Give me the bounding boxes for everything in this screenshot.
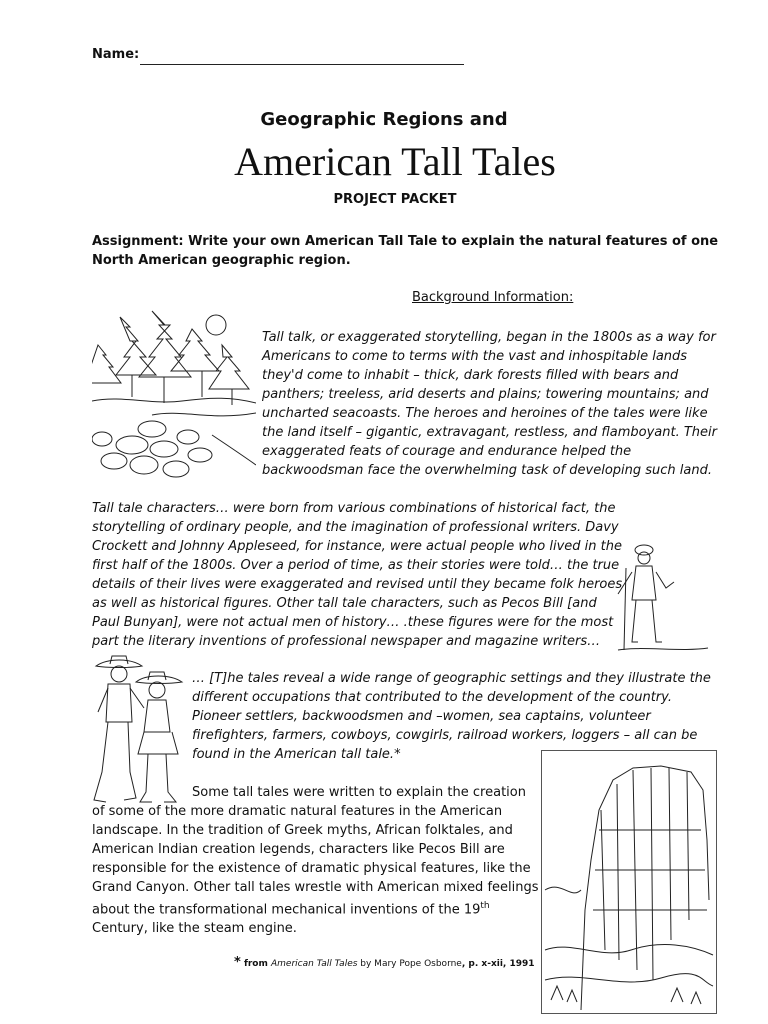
packet-label: PROJECT PACKET xyxy=(333,192,457,207)
footnote-pages: , p. x-xii, 1991 xyxy=(461,959,535,969)
footnote xyxy=(234,955,535,970)
superscript-th: th xyxy=(480,901,490,911)
assignment-text: Assignment: Write your own American Tall Tale to explain the natural features of one North American geographic region. xyxy=(92,234,719,268)
footnote-star: * xyxy=(234,955,241,970)
paragraph-4-body: Some tall tales were written to explain the creation of some of the more dramatic natural features in the American landscape. In the tradition of Greek myths, African folktales, and American Indian creation legends, characters like Pecos Bill are responsible for the existence of dramatic physical features, like the Grand Canyon. Other tall tales wrestle with American mixed feelings about the transformational mechanical inventions of the 19 xyxy=(92,785,539,918)
name-blank-line[interactable] xyxy=(140,64,464,65)
footnote-from: from xyxy=(240,959,271,969)
name-label: Name: xyxy=(92,47,140,62)
background-paragraph-1: Tall talk, or exaggerated storytelling, began in the 1800s as a way for Americans to come to terms with the vast and inhospitable lands they'd come to inhabit – thick, dark forests filled with bears and panthers; treeless, arid deserts and plains; towering mountains; and uncharted seacoasts. The heroes and heroines of the tales were like the land itself – gigantic, extravagant, restless, and flamboyant. Their exaggerated feats of courage and endurance helped the backwoodsman face the overwhelming task of developing such land. xyxy=(262,330,717,478)
background-paragraph-3: … [T]he tales reveal a wide range of geographic settings and they illustrate the different occupations that contributed to the development of the country. Pioneer settlers, backwoodsmen and –women, sea captains, volunteer firefighters, farmers, cowboys, cowgirls, railroad workers, loggers – all can be found in the American tall tale.* xyxy=(192,671,711,762)
page-title: American Tall Tales xyxy=(234,139,556,184)
canyon-illustration xyxy=(541,750,717,1014)
background-heading: Background Information: xyxy=(412,290,574,305)
frontiersman-illustration xyxy=(612,538,712,658)
footnote-author: by Mary Pope Osborne xyxy=(357,959,462,969)
forest-illustration xyxy=(92,305,256,485)
background-paragraph-4 xyxy=(92,783,542,938)
paragraph-4-end: Century, like the steam engine. xyxy=(92,921,297,937)
page-subtitle: Geographic Regions and xyxy=(260,109,508,130)
footnote-book-title: American Tall Tales xyxy=(271,959,358,969)
paragraph-2-body: Tall tale characters… were born from various combinations of historical fact, the storytelling of ordinary people, and the imagination of professional writers. Davy Crockett and Johnny Appleseed, for instance, were actual people who lived in the first half of the 1800s. Over a period of time, as their stories were told… the true details of their lives were exaggerated and revised until they became folk heroes as well as historical figures. Other tall tale characters, such as Pecos Bill [and Paul Bunyan], were not actual men of history… .these figures were for the most part the literary inventions of professional newspaper and magazine writers… xyxy=(92,501,623,649)
